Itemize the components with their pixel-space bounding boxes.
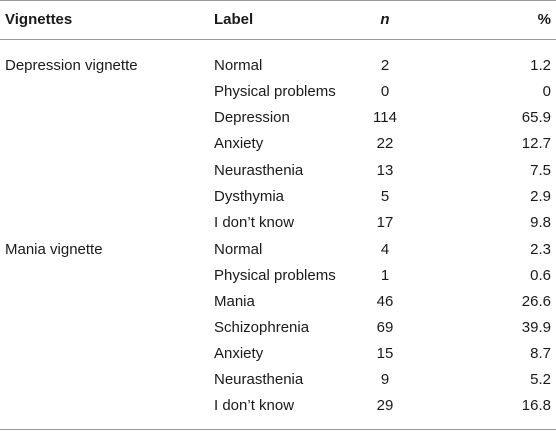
- table-row: [0, 263, 556, 289]
- percent-cell: 1.2: [530, 57, 551, 74]
- table-row: [0, 79, 556, 105]
- label-cell: Schizophrenia: [214, 319, 310, 336]
- n-cell: 0: [380, 83, 390, 100]
- percent-cell: 5.2: [530, 371, 551, 388]
- percent-cell: 39.9: [521, 319, 551, 336]
- label-cell: Neurasthenia: [214, 371, 304, 388]
- label-cell: Physical problems: [214, 267, 336, 284]
- n-cell: 22: [376, 135, 394, 152]
- percent-cell: 9.8: [530, 214, 551, 231]
- percent-cell: 16.8: [521, 397, 551, 414]
- percent-cell: 7.5: [530, 162, 551, 179]
- label-cell: I don’t know: [214, 397, 295, 414]
- table-row: [0, 131, 556, 157]
- n-cell: 29: [376, 397, 394, 414]
- table-bottom-rule: [0, 429, 556, 430]
- percent-cell: 65.9: [521, 109, 551, 126]
- table-row: [0, 237, 556, 263]
- label-cell: Normal: [214, 241, 263, 258]
- n-cell: 17: [376, 214, 394, 231]
- n-cell: 4: [380, 241, 390, 258]
- table-row: [0, 289, 556, 315]
- label-cell: Anxiety: [214, 345, 264, 362]
- table-row: [0, 158, 556, 184]
- table-header-rule: [0, 39, 556, 40]
- percent-cell: 2.9: [530, 188, 551, 205]
- percent-cell: 12.7: [521, 135, 551, 152]
- table-top-rule: [0, 0, 556, 1]
- percent-cell: 0.6: [530, 267, 551, 284]
- n-cell: 15: [376, 345, 394, 362]
- n-cell: 46: [376, 293, 394, 310]
- label-cell: Neurasthenia: [214, 162, 304, 179]
- table-row: [0, 184, 556, 210]
- label-cell: Anxiety: [214, 135, 264, 152]
- n-cell: 114: [373, 109, 397, 126]
- percent-cell: 26.6: [521, 293, 551, 310]
- table-row: [0, 393, 556, 419]
- n-cell: 5: [380, 188, 390, 205]
- percent-cell: 2.3: [530, 241, 551, 258]
- vignette-cell: Depression vignette: [5, 57, 138, 74]
- label-cell: Normal: [214, 57, 263, 74]
- n-cell: 1: [380, 267, 390, 284]
- table-row: [0, 315, 556, 341]
- table-row: [0, 210, 556, 236]
- table-row: [0, 53, 556, 79]
- header-label: Label: [214, 11, 254, 28]
- n-cell: 69: [376, 319, 394, 336]
- table-header-row: [0, 7, 556, 33]
- n-cell: 13: [376, 162, 394, 179]
- n-cell: 9: [380, 371, 390, 388]
- vignette-cell: Mania vignette: [5, 241, 103, 258]
- header-vignettes: Vignettes: [5, 11, 73, 28]
- label-cell: I don’t know: [214, 214, 295, 231]
- label-cell: Mania: [214, 293, 255, 310]
- percent-cell: 0: [542, 83, 551, 100]
- header-n: n: [380, 11, 390, 28]
- percent-cell: 8.7: [530, 345, 551, 362]
- label-cell: Physical problems: [214, 83, 336, 100]
- label-cell: Dysthymia: [214, 188, 285, 205]
- table-row: [0, 105, 556, 131]
- table-row: [0, 341, 556, 367]
- table-row: [0, 367, 556, 393]
- n-cell: 2: [380, 57, 390, 74]
- label-cell: Depression: [214, 109, 290, 126]
- header-percent: %: [537, 11, 551, 28]
